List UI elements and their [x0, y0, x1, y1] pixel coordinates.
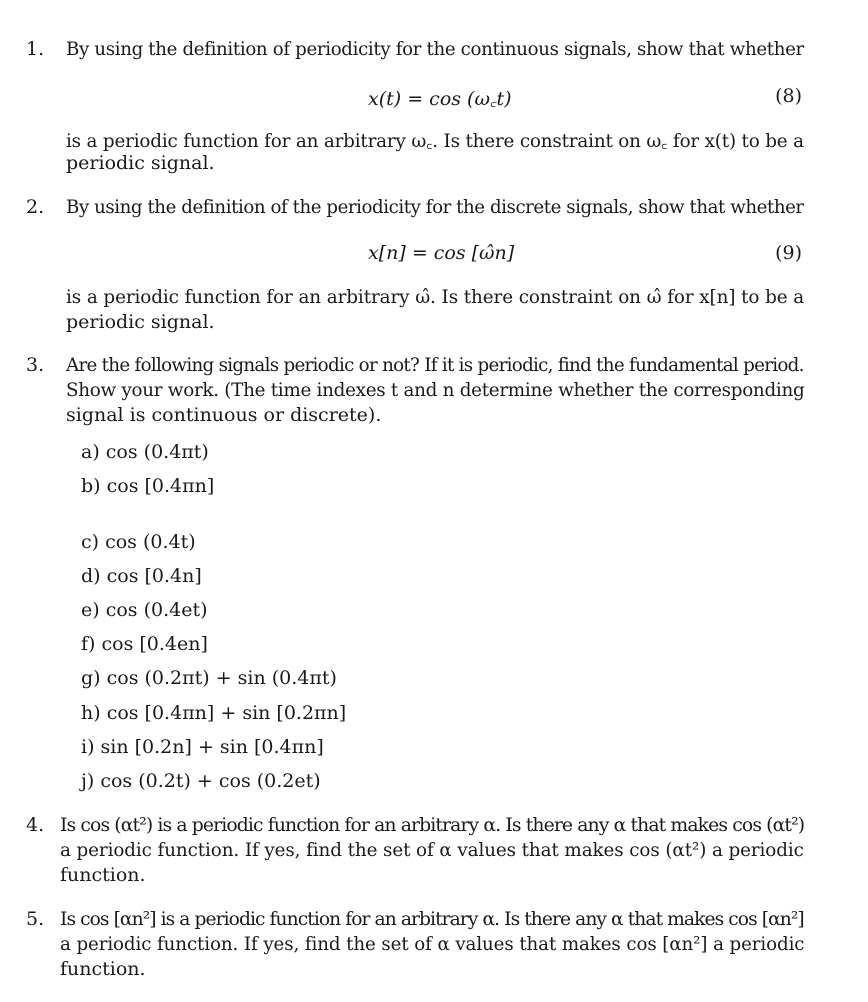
problem-text: signal is continuous or discrete).: [66, 404, 382, 426]
list-item: h) cos [0.4πn] + sin [0.2πn]: [81, 702, 347, 724]
equation-number: (9): [775, 242, 802, 264]
problem-number: 1.: [26, 38, 45, 60]
problem-text: Is cos [αn²] is a periodic function for an arbitrary α. Is there any α that makes cos [αn²]: [60, 908, 804, 930]
problem-text: Is cos (αt²) is a periodic function for an arbitrary α. Is there any α that makes cos (αt²): [60, 814, 805, 836]
list-item: c) cos (0.4t): [81, 531, 196, 553]
problem-text: periodic signal.: [66, 152, 215, 174]
problem-number: 4.: [26, 814, 45, 836]
list-item: f) cos [0.4en]: [81, 633, 208, 655]
problem-text: a periodic function. If yes, find the set of α values that makes cos (αt²) a periodic: [60, 839, 804, 861]
equation: x(t) = cos (ω꜀t): [368, 88, 512, 110]
list-item: i) sin [0.2n] + sin [0.4πn]: [81, 736, 324, 758]
problem-text: a periodic function. If yes, find the set of α values that makes cos [αn²] a periodic: [60, 933, 805, 955]
list-item: e) cos (0.4et): [81, 599, 208, 621]
list-item: g) cos (0.2πt) + sin (0.4πt): [81, 667, 337, 689]
equation-number: (8): [775, 85, 802, 107]
problem-text: is a periodic function for an arbitrary ω꜀. Is there constraint on ω꜀ for x(t) to be a: [66, 130, 804, 152]
list-item: a) cos (0.4πt): [81, 441, 209, 463]
problem-text: By using the definition of the periodicity for the discrete signals, show that whether: [66, 196, 804, 218]
problem-text: Are the following signals periodic or not? If it is periodic, find the fundamental period.: [66, 354, 804, 376]
problem-text: periodic signal.: [66, 311, 215, 333]
problem-text: function.: [60, 958, 146, 980]
problem-number: 2.: [26, 196, 45, 218]
list-item: b) cos [0.4πn]: [81, 475, 215, 497]
equation: x[n] = cos [ω̂n]: [368, 242, 515, 264]
problem-text: Show your work. (The time indexes t and n determine whether the corresponding: [66, 379, 805, 401]
problem-number: 3.: [26, 354, 45, 376]
problem-text: function.: [60, 864, 146, 886]
list-item: j) cos (0.2t) + cos (0.2et): [81, 770, 321, 792]
problem-number: 5.: [26, 908, 45, 930]
list-item: d) cos [0.4n]: [81, 565, 202, 587]
problem-text: is a periodic function for an arbitrary ω̂. Is there constraint on ω̂ for x[n] to be a: [66, 286, 805, 308]
problem-text: By using the definition of periodicity for the continuous signals, show that whether: [66, 38, 804, 60]
